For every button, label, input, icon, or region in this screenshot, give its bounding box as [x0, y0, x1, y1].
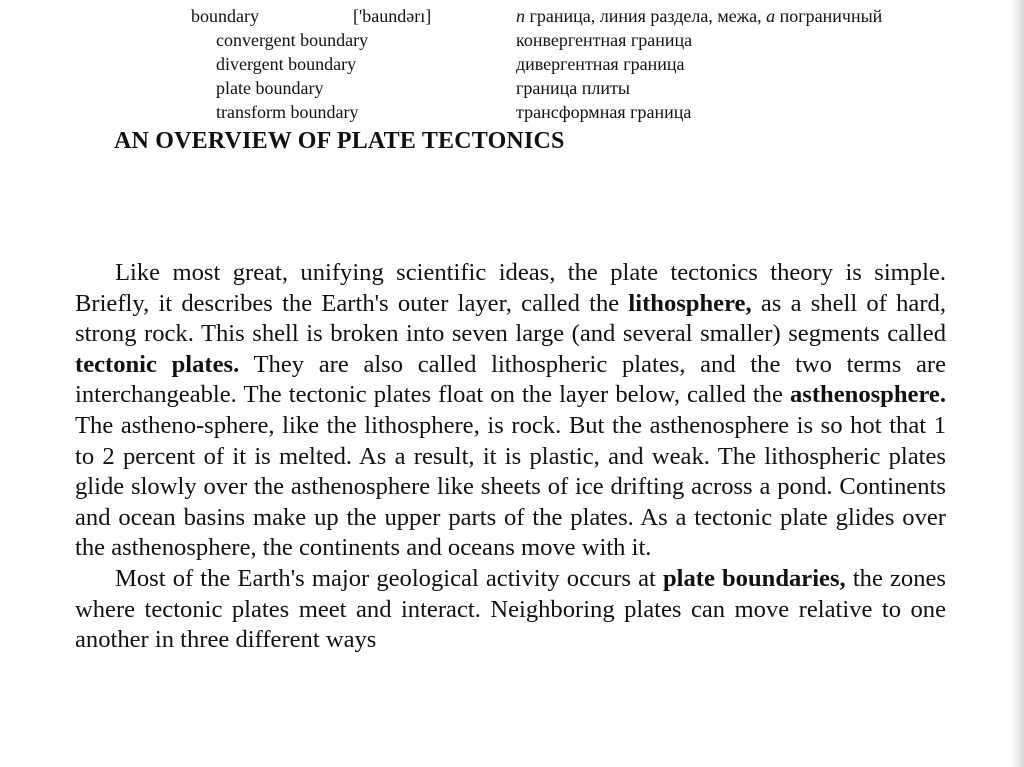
paragraph-text: as a shell of hard, strong rock. This shell is broken into seven large (and several smaller) segments called — [75, 289, 946, 348]
adjective-translation: пограничный — [775, 6, 883, 26]
vocab-headword-translation — [516, 4, 882, 28]
vocab-headword-transcription: ['baundərı] — [353, 6, 432, 26]
vocab-entry-term: convergent boundary — [216, 30, 369, 50]
article-body — [75, 258, 946, 656]
key-term: lithosphere, — [628, 289, 752, 317]
paragraph-text: Like most great, unifying scientific ideas, the plate tectonics theory is simple. Briefly, it describes the Earth's outer layer, called the — [75, 259, 946, 317]
vocab-entry-term: transform boundary — [216, 102, 359, 122]
key-term: asthenosphere. — [789, 381, 946, 409]
paragraph-text: They are also called lithospheric plates, and the two terms are interchangeable. The tectonic plates float on the layer below, called the — [75, 350, 946, 409]
noun-translation: граница, линия раздела, межа, — [525, 6, 767, 26]
key-term: plate boundaries, — [662, 564, 846, 592]
pos-adjective-label: a — [766, 6, 776, 26]
paragraph — [75, 258, 946, 564]
vocab-entry-translation: трансформная граница — [516, 102, 692, 122]
vocab-headword-term: boundary — [191, 6, 259, 26]
vocab-entry-term: plate boundary — [216, 78, 324, 98]
page-title: AN OVERVIEW OF PLATE TECTONICS — [114, 128, 565, 154]
paragraph-text: Most of the Earth's major geological activity occurs at — [115, 564, 663, 592]
paragraph — [75, 564, 946, 656]
paragraph-text: the zones where tectonic plates meet and interact. Neighboring plates can move relative to one another in three different ways — [75, 564, 946, 654]
key-term: tectonic plates. — [75, 350, 240, 378]
vocab-entry-translation: граница плиты — [516, 78, 630, 98]
paragraph-text: The astheno-sphere, like the lithosphere, is rock. But the asthenosphere is so hot that 1 to 2 percent of it is melted. As a result, it is plastic, and weak. The lithospheric plates glide slowly over the asthenosphere like sheets of ice drifting across a pond. Continents and ocean basins make up the upper parts of the plates. As a tectonic plate glides over the asthenosphere, the continents and oceans move with it. — [75, 411, 946, 562]
vocab-entry-translation: конвергентная граница — [516, 30, 693, 50]
vocab-entry-term: divergent boundary — [216, 54, 357, 74]
page-edge-shadow — [1012, 0, 1024, 767]
pos-noun-label: n — [516, 6, 525, 26]
vocab-entry-translation: дивергентная граница — [516, 54, 685, 74]
